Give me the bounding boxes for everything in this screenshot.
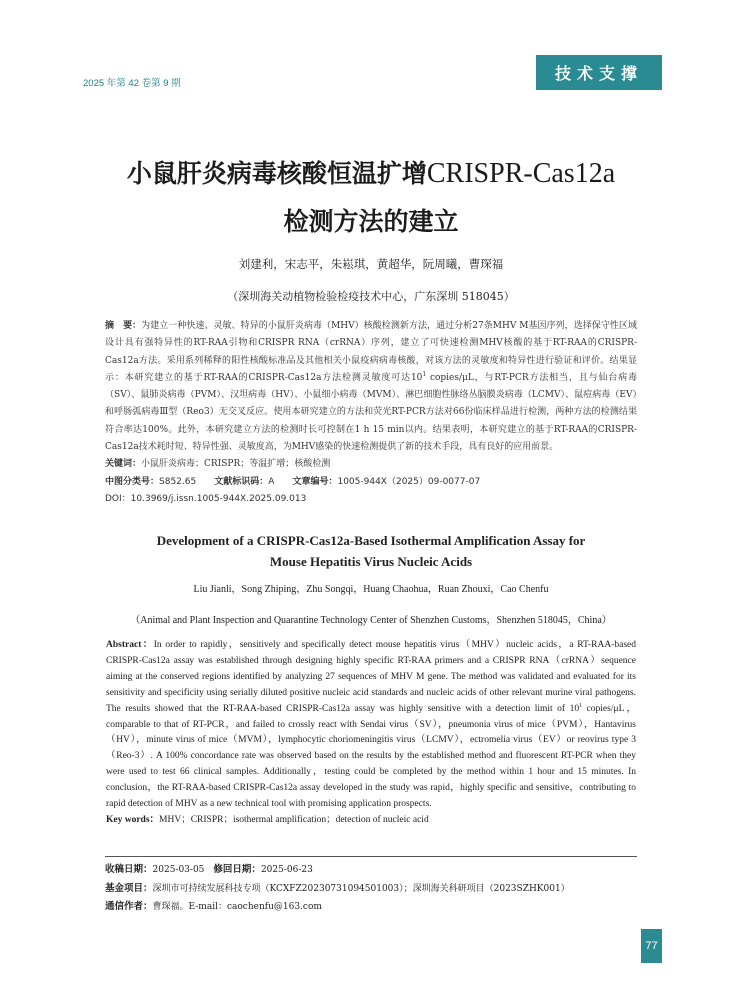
authors-en: Liu Jianli，Song Zhiping，Zhu Songqi，Huang Chaohua，Ruan Zhouxi，Cao Chenfu: [193, 584, 549, 595]
page-number: 77: [641, 929, 662, 963]
abstract-cn-body: [105, 318, 637, 456]
affiliation-cn: （深圳海关动植物检验检疫技术中心，广东深圳 518045）: [227, 290, 515, 303]
article-no-value: 1005-944X（2025）09-0077-07: [337, 476, 481, 487]
article-title-en: [110, 530, 632, 572]
abstract-en-label: Abstract：: [106, 640, 154, 650]
title-cn-part2: CRISPR-Cas12a: [426, 158, 616, 189]
fund-text: 深圳市可持续发展科技专项（KCXFZ20230731094501003）；深圳海关科研项目（2023SZHK001）: [152, 883, 570, 894]
dates-line: [105, 861, 645, 880]
title-cn-part1: 小鼠肝炎病毒核酸恒温扩增: [126, 159, 427, 188]
received-date: 2025-03-05: [152, 865, 205, 875]
corresponding-label: 通信作者：: [105, 901, 153, 912]
clc-value: S852.65: [159, 476, 197, 487]
abstract-en: [106, 638, 636, 829]
footnote-divider: [105, 856, 637, 857]
keywords-en-label: Key words：: [106, 814, 160, 825]
doi: DOI：10.3969/j.issn.1005-944X.2025.09.013: [105, 493, 307, 504]
article-title-cn: [60, 150, 682, 246]
authors-cn: 刘建利，宋志平，朱崧琪，黄超华，阮周曦，曹琛福: [238, 257, 504, 271]
section-tag: 技术支撑: [536, 55, 662, 90]
abstract-en-sup: 1: [579, 702, 583, 709]
article-no-label: 文章编号：: [292, 476, 338, 487]
abstract-cn-text-b: copies/μL，与RT-PCR方法相当，且与仙台病毒（SV）、鼠肺炎病毒（PVM）、汉坦病毒（HV）、小鼠细小病毒（MVM）、淋巴细胞性脉络丛脑膜炎病毒（LCMV）、鼠痘病毒（EV）和呼肠弧病毒Ⅲ型（Reo3）无交叉反应。使用本研究建立的方法和荧光RT-PCR方法对66份临床样品进行检测，两种方法的检测结果符合率达100%。此外，本研究建立方法的检测时长可控制在1 h 15 min以内。结果表明，本研究建立的基于RT-RAA的CRISPR-Cas12a技术耗时短、特异性强、灵敏度高，为MHV感染的快速检测提供了新的技术手段，具有良好的应用前景。: [105, 372, 637, 453]
title-cn-line2: 检测方法的建立: [283, 207, 459, 236]
abstract-en-text-a: In order to rapidly，sensitively and specifically detect mouse hepatitis virus（MHV）nucleic acids，a RT-RAA-based CRISPR-Cas12a assay was established through designing highly specific RT-RAA primers and a CRISPR RNA（crRNA）sequence aiming at the conserved regions identified by analyzing 27 sequences of MHV M gene. The method was validated and evaluated for its sensitivity and specificity using serially diluted positive nucleic acid standards and nucleic acids of other relevant murine viral pathogens. The results showed that the RT-RAA-based CRISPR-Cas12a assay was highly sensitive with a detection limit of 10: [106, 640, 636, 714]
keywords-en: [106, 813, 636, 829]
abstract-cn-text-a: 为建立一种快速、灵敏、特异的小鼠肝炎病毒（MHV）核酸检测新方法，通过分析27条MHV M基因序列，选择保守性区域设计具有强特异性的RT-RAA引物和CRISPR RNA（crRNA）序列，建立了可快速检测MHV核酸的基于RT-RAA的CRISPR-Cas12a方法。采用系列稀释的阳性核酸标准品及其他相关小鼠疫病病毒核酸，对该方法的灵敏度和特异性进行验证和评价。结果显示：本研究建立的基于RT-RAA的CRISPR-Cas12a方法检测灵敏度可达10: [105, 321, 637, 383]
keywords-cn-label: 关键词：: [105, 459, 142, 470]
keywords-cn: [105, 456, 637, 473]
abstract-cn: [105, 318, 637, 508]
fund-line: [105, 880, 645, 899]
fund-label: 基金项目：: [105, 882, 153, 894]
clc-label: 中图分类号：: [105, 476, 160, 487]
affiliation-en: （Animal and Plant Inspection and Quarantine Technology Center of Shenzhen Customs，Shenzhen 518045，China）: [130, 615, 612, 626]
revised-label: 修回日期：: [213, 864, 261, 875]
keywords-cn-text: 小鼠肝炎病毒；CRISPR；等温扩增；核酸检测: [141, 459, 331, 470]
received-label: 收稿日期：: [105, 864, 153, 875]
abstract-cn-label: 摘 要：: [105, 321, 142, 331]
footnotes: [105, 861, 645, 917]
journal-issue: 2025 年第 42 卷第 9 期: [83, 78, 181, 89]
classification-line: [105, 474, 637, 491]
doc-code-value: A: [268, 476, 275, 487]
abstract-cn-sup: 1: [422, 370, 427, 378]
abstract-en-text-b: copies/μL，comparable to that of RT-PCR，and failed to crossly react with Sendai virus（SV），pneumonia virus of mice（PVM），Hantavirus（HV），minute virus of mice（MVM），lymphocytic choriomeningitis virus（LCMV），ectromelia virus（EV）or reovirus type 3（Reo-3）. A 100% concordance rate was observed based on the results by the established method and fluorescent RT-PCR when they were used to test 66 clinical samples. Additionally，testing could be completed by the method within 1 hour and 15 minutes. In conclusion，the RT-RAA-based CRISPR-Cas12a assay developed in the study was rapid，highly specific and sensitive，contributing to rapid detection of MHV as a new technical tool with promising application prospects.: [106, 703, 636, 810]
corresponding-line: [105, 898, 645, 917]
title-en-line2: Mouse Hepatitis Virus Nucleic Acids: [269, 554, 473, 569]
abstract-en-body: [106, 638, 636, 813]
keywords-en-text: MHV；CRISPR；isothermal amplification；detection of nucleic acid: [159, 814, 429, 825]
revised-date: 2025-06-23: [260, 865, 313, 875]
corresponding-text: 曹琛福。E-mail：caochenfu@163.com: [152, 902, 322, 912]
title-en-line1: Development of a CRISPR-Cas12a-Based Isothermal Amplification Assay for: [156, 533, 586, 548]
doc-code-label: 文献标识码：: [214, 476, 269, 487]
